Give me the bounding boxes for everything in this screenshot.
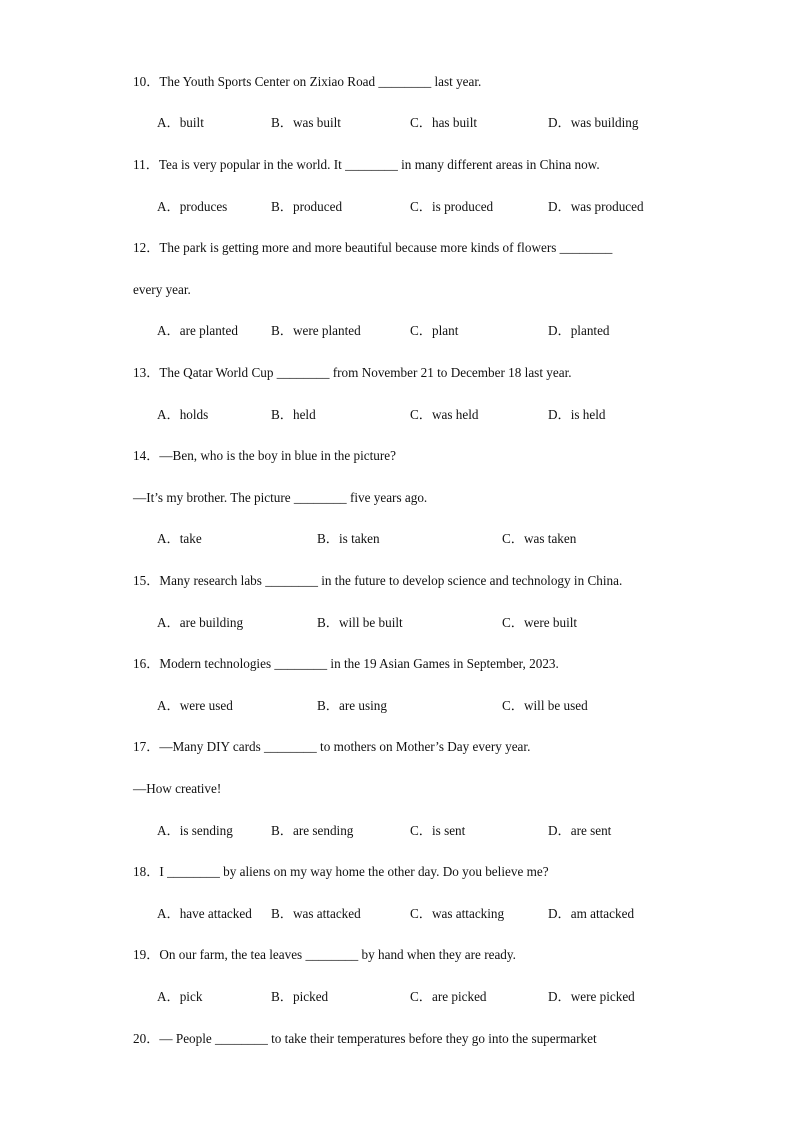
- question-18-options: [0, 906, 794, 922]
- question-17-stem: 17．—Many DIY cards ________ to mothers on Mother’s Day every year.: [133, 739, 531, 754]
- option-b[interactable]: B．picked: [271, 989, 329, 1004]
- question-12-options: [0, 323, 794, 339]
- option-d[interactable]: D．are sent: [548, 823, 612, 838]
- question-19-options: [0, 989, 794, 1005]
- question-12-stem: 12．The park is getting more and more beautiful because more kinds of flowers ________: [133, 240, 613, 255]
- question-13-stem: 13．The Qatar World Cup ________ from November 21 to December 18 last year.: [133, 365, 572, 380]
- option-a[interactable]: A．are planted: [157, 323, 238, 338]
- option-d[interactable]: D．were picked: [548, 989, 635, 1004]
- option-c[interactable]: C．was attacking: [410, 906, 505, 921]
- question-14-options: [0, 531, 794, 547]
- option-c[interactable]: C．will be used: [502, 698, 588, 713]
- option-b[interactable]: B．produced: [271, 199, 343, 214]
- question-20-stem: 20．— People ________ to take their temperatures before they go into the supermarket: [133, 1031, 597, 1046]
- option-b[interactable]: B．is taken: [317, 531, 380, 546]
- question-15-options: [0, 615, 794, 631]
- question-17-stem-continued: —How creative!: [133, 781, 222, 796]
- option-d[interactable]: D．was building: [548, 115, 639, 130]
- option-c[interactable]: C．plant: [410, 323, 459, 338]
- question-18-stem: 18．I ________ by aliens on my way home the other day. Do you believe me?: [133, 864, 549, 879]
- question-12-stem-continued: every year.: [133, 282, 191, 297]
- option-c[interactable]: C．are picked: [410, 989, 487, 1004]
- option-d[interactable]: D．planted: [548, 323, 610, 338]
- question-19-stem: 19．On our farm, the tea leaves ________ by hand when they are ready.: [133, 947, 516, 962]
- option-b[interactable]: B．held: [271, 407, 316, 422]
- option-a[interactable]: A．have attacked: [157, 906, 252, 921]
- option-c[interactable]: C．has built: [410, 115, 478, 130]
- question-11-options: [0, 199, 794, 215]
- option-d[interactable]: D．am attacked: [548, 906, 635, 921]
- option-b[interactable]: B．are sending: [271, 823, 354, 838]
- option-d[interactable]: D．was produced: [548, 199, 644, 214]
- option-b[interactable]: B．was built: [271, 115, 341, 130]
- option-a[interactable]: A．holds: [157, 407, 209, 422]
- question-10-stem: 10．The Youth Sports Center on Zixiao Road ________ last year.: [133, 74, 482, 89]
- question-10-options: [0, 115, 794, 131]
- option-b[interactable]: B．were planted: [271, 323, 361, 338]
- option-a[interactable]: A．pick: [157, 989, 203, 1004]
- question-17-options: [0, 823, 794, 839]
- option-a[interactable]: A．is sending: [157, 823, 233, 838]
- option-c[interactable]: C．was held: [410, 407, 479, 422]
- option-c[interactable]: C．is produced: [410, 199, 494, 214]
- option-b[interactable]: B．are using: [317, 698, 387, 713]
- option-a[interactable]: A．produces: [157, 199, 228, 214]
- option-a[interactable]: A．built: [157, 115, 204, 130]
- option-b[interactable]: B．was attacked: [271, 906, 361, 921]
- option-b[interactable]: B．will be built: [317, 615, 403, 630]
- option-c[interactable]: C．was taken: [502, 531, 577, 546]
- option-d[interactable]: D．is held: [548, 407, 606, 422]
- question-16-options: [0, 698, 794, 714]
- question-15-stem: 15．Many research labs ________ in the future to develop science and technology in China.: [133, 573, 623, 588]
- option-a[interactable]: A．were used: [157, 698, 233, 713]
- question-16-stem: 16．Modern technologies ________ in the 19 Asian Games in September, 2023.: [133, 656, 559, 671]
- question-11-stem: 11．Tea is very popular in the world. It ________ in many different areas in China now.: [133, 157, 600, 172]
- option-a[interactable]: A．are building: [157, 615, 244, 630]
- question-13-options: [0, 407, 794, 423]
- option-c[interactable]: C．is sent: [410, 823, 466, 838]
- question-14-stem-continued: —It’s my brother. The picture ________ five years ago.: [133, 490, 428, 505]
- question-14-stem: 14．—Ben, who is the boy in blue in the picture?: [133, 448, 396, 463]
- option-a[interactable]: A．take: [157, 531, 202, 546]
- option-c[interactable]: C．were built: [502, 615, 578, 630]
